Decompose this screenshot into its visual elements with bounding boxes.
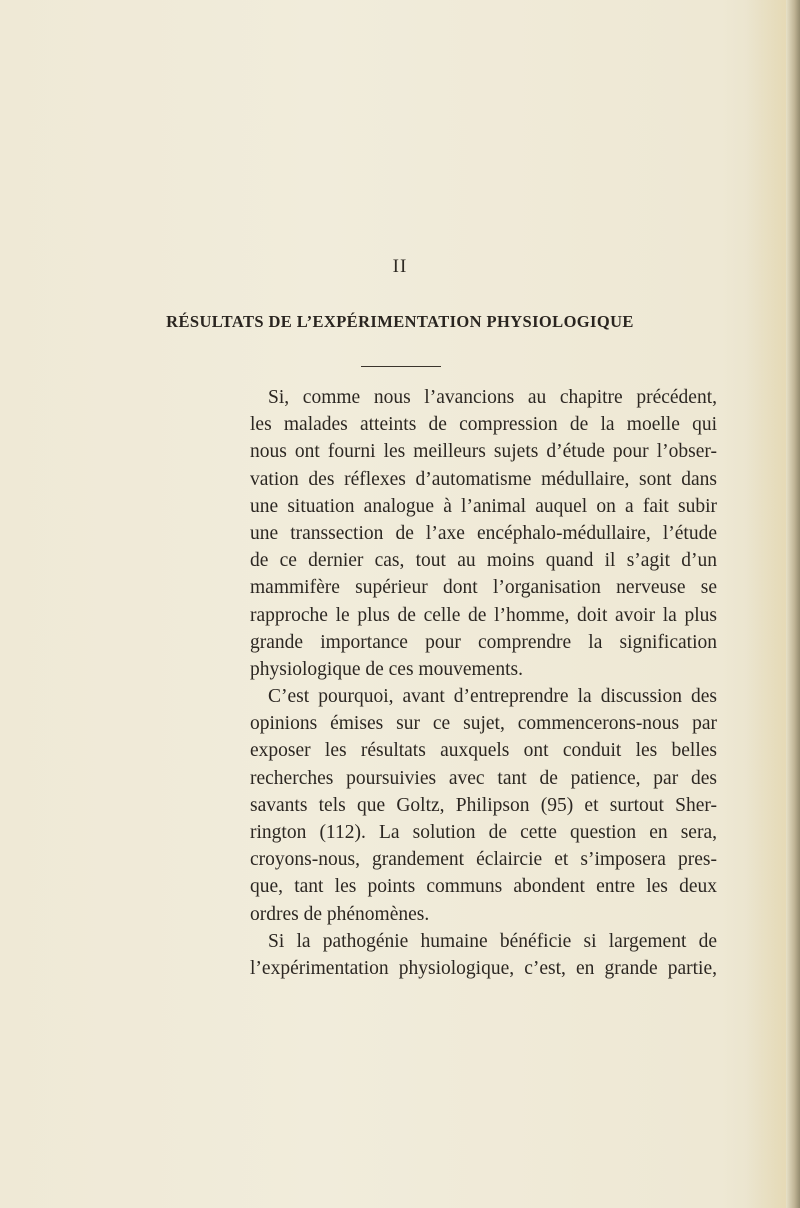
body-line: une transsection de l’axe encéphalo-médullaire, l’étude — [250, 522, 717, 544]
chapter-title: RÉSULTATS DE L’EXPÉRIMENTATION PHYSIOLOGIQUE — [166, 312, 634, 331]
page-edge-shadow — [786, 0, 800, 1208]
body-line: recherches poursuivies avec tant de patience, par des — [250, 767, 717, 789]
body-line: les malades atteints de compression de la moelle qui — [250, 414, 717, 436]
body-line: de ce dernier cas, tout au moins quand il s’agit d’un — [250, 550, 717, 572]
body-line: nous ont fourni les meilleurs sujets d’étude pour l’obser- — [250, 441, 717, 463]
body-line: rington (112). La solution de cette question en sera, — [250, 822, 717, 843]
body-line: croyons-nous, grandement éclaircie et s’imposera pres- — [250, 849, 717, 871]
body-line: vation des réflexes d’automatisme médullaire, sont dans — [250, 468, 717, 490]
body-line: mammifère supérieur dont l’organisation nerveuse se — [250, 577, 717, 599]
title-divider — [361, 366, 441, 367]
body-line: savants tels que Goltz, Philipson (95) et surtout Sher- — [250, 794, 717, 816]
body-line: exposer les résultats auxquels ont conduit les belles — [250, 740, 717, 762]
body-line: physiologique de ces mouvements. — [250, 658, 523, 680]
body-line: que, tant les points communs abondent entre les deux — [250, 876, 717, 898]
body-text — [250, 384, 717, 982]
body-line: grande importance pour comprendre la signification — [250, 631, 717, 653]
body-line: Si la pathogénie humaine bénéficie si largement de — [268, 930, 717, 952]
body-line: ordres de phénomènes. — [250, 903, 430, 925]
body-line: une situation analogue à l’animal auquel on a fait subir — [250, 495, 717, 517]
body-line: l’expérimentation physiologique, c’est, en grande partie, — [250, 957, 717, 979]
body-line: C’est pourquoi, avant d’entreprendre la discussion des — [268, 686, 717, 708]
body-line: opinions émises sur ce sujet, commencerons-nous par — [250, 713, 717, 735]
body-line: Si, comme nous l’avancions au chapitre précédent, — [268, 387, 717, 408]
body-line: rapproche le plus de celle de l’homme, doit avoir la plus — [250, 604, 717, 626]
page-edge-tint — [746, 0, 786, 1208]
chapter-number: II — [392, 256, 408, 277]
